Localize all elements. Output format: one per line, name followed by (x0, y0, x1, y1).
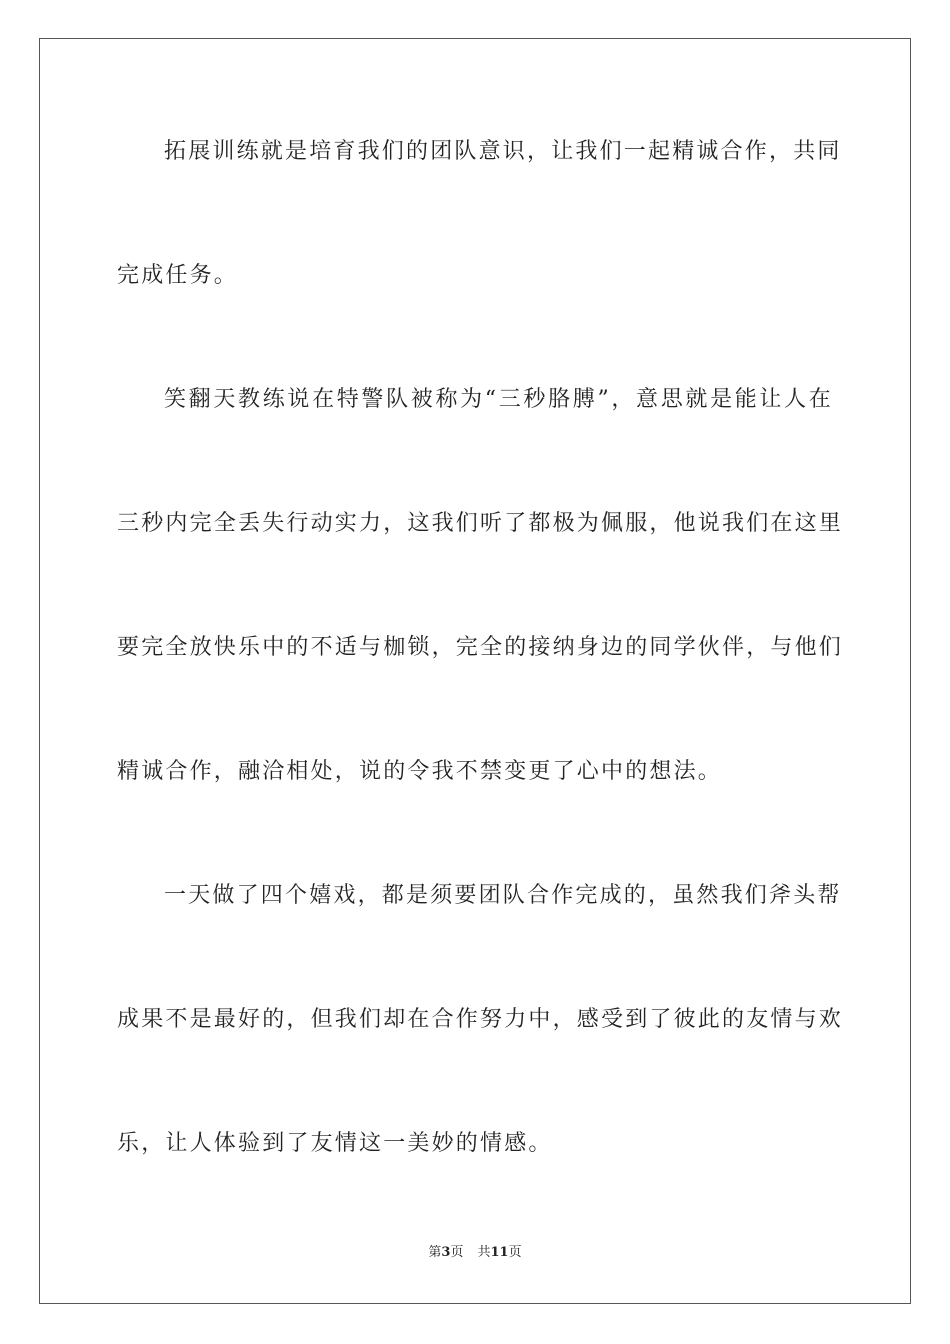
page-prefix: 第 (428, 1245, 442, 1260)
paragraph-1-line-1: 拓展训练就是培育我们的团队意识，让我们一起精诚合作，共同 (164, 139, 842, 164)
page-total-number: 11 (490, 1245, 509, 1260)
page-border (39, 38, 911, 1304)
paragraph-2-line-1: 笑翻天教练说在特警队被称为“三秒胳膊”，意思就是能让人在 (164, 387, 833, 412)
page-suffix: 页 (450, 1245, 464, 1260)
paragraph-3-line-2: 成果不是最好的，但我们却在合作努力中，感受到了彼此的友情与欢 (117, 1007, 844, 1032)
page-current-number: 3 (441, 1245, 451, 1260)
paragraph-2-line-2: 三秒内完全丢失行动实力，这我们听了都极为佩服，他说我们在这里 (117, 511, 844, 536)
total-prefix: 共 (477, 1245, 491, 1260)
paragraph-1-line-2: 完成任务。 (117, 263, 239, 288)
paragraph-2-line-3: 要完全放快乐中的不适与枷锁，完全的接纳身边的同学伙伴，与他们 (117, 635, 844, 660)
paragraph-3-line-3: 乐，让人体验到了友情这一美妙的情感。 (117, 1131, 553, 1156)
total-suffix: 页 (508, 1245, 522, 1260)
paragraph-3-line-1: 一天做了四个嬉戏，都是须要团队合作完成的，虽然我们斧头帮 (164, 883, 842, 908)
paragraph-2-line-4: 精诚合作，融洽相处，说的令我不禁变更了心中的想法。 (117, 759, 723, 784)
page-footer (0, 1244, 950, 1262)
